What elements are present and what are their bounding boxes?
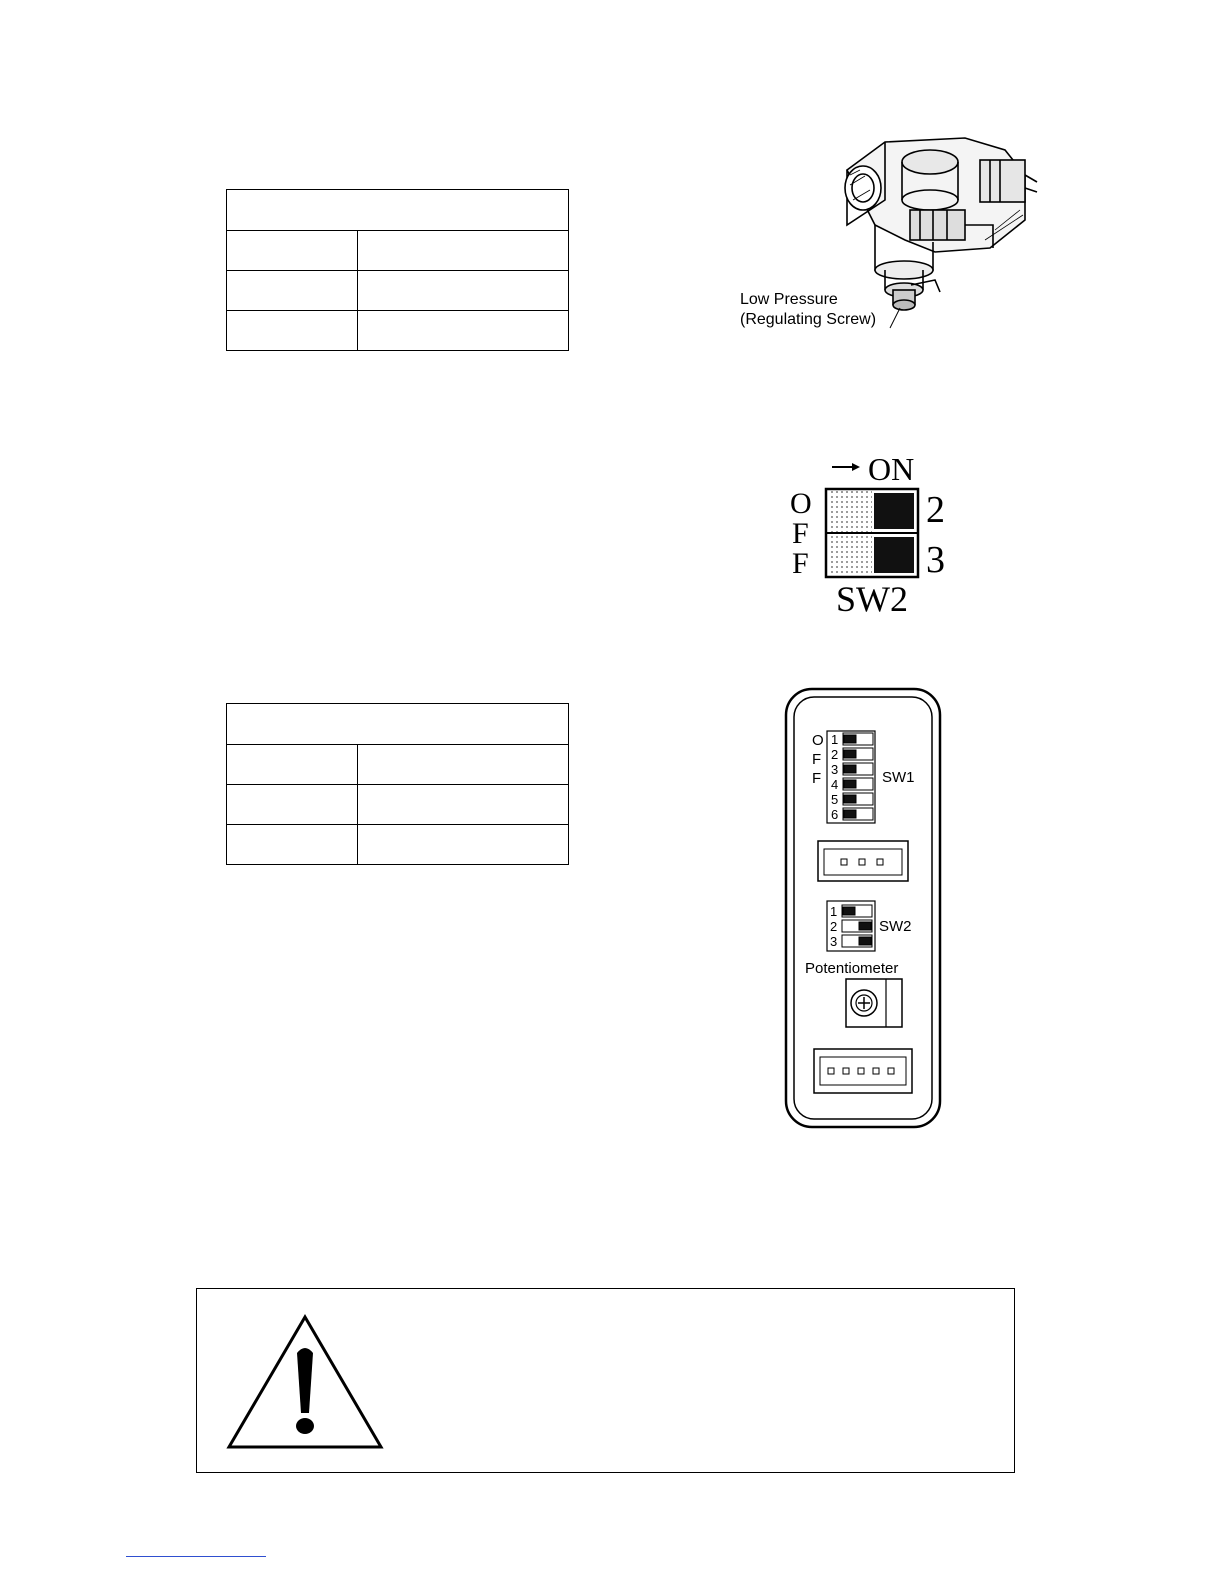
table-cell <box>227 825 358 865</box>
off-letter: F <box>792 547 809 580</box>
table-cell <box>227 271 358 311</box>
sw1-number: 4 <box>831 777 839 792</box>
table-cell <box>358 271 569 311</box>
sw1-number: 3 <box>831 762 839 777</box>
table-cell <box>358 825 569 865</box>
footer-link-underline <box>126 1556 266 1557</box>
off-letter: O <box>812 732 824 749</box>
table-cell <box>227 745 358 785</box>
sw2-number: 3 <box>830 934 838 949</box>
off-letter: F <box>812 751 822 768</box>
low-pressure-label: Low Pressure <box>740 291 838 308</box>
warning-icon <box>225 1313 385 1453</box>
table-cell <box>358 311 569 351</box>
switch-number: 3 <box>926 539 945 581</box>
sw1-number: 1 <box>831 732 839 747</box>
warning-box <box>196 1288 1015 1473</box>
sw2-number: 2 <box>830 919 838 934</box>
table-cell <box>358 231 569 271</box>
switch-number: 2 <box>926 489 945 531</box>
pressure-table-1 <box>226 189 569 351</box>
off-letter: O <box>790 487 812 520</box>
table-cell <box>227 231 358 271</box>
off-letter: F <box>792 517 809 550</box>
table-header-cell <box>227 704 569 745</box>
sw1-number: 2 <box>831 747 839 762</box>
sw1-label: SW1 <box>882 769 915 786</box>
sw1-number: 6 <box>831 807 839 822</box>
regulating-screw-label: (Regulating Screw) <box>740 311 877 328</box>
sw1-number: 5 <box>831 792 839 807</box>
control-board-drawing <box>780 683 950 1133</box>
on-label: ON <box>868 451 915 487</box>
sw2-label: SW2 <box>879 918 912 935</box>
table-cell <box>227 311 358 351</box>
table-cell <box>358 745 569 785</box>
sw2-title: SW2 <box>836 579 908 619</box>
table-header-cell <box>227 190 569 231</box>
sw2-switch-diagram <box>780 445 970 620</box>
table-cell <box>358 785 569 825</box>
sw2-number: 1 <box>830 904 838 919</box>
off-letter: F <box>812 770 822 787</box>
pressure-table-2 <box>226 703 569 865</box>
potentiometer-label: Potentiometer <box>805 960 899 977</box>
table-cell <box>227 785 358 825</box>
control-board-diagram <box>780 683 950 1133</box>
